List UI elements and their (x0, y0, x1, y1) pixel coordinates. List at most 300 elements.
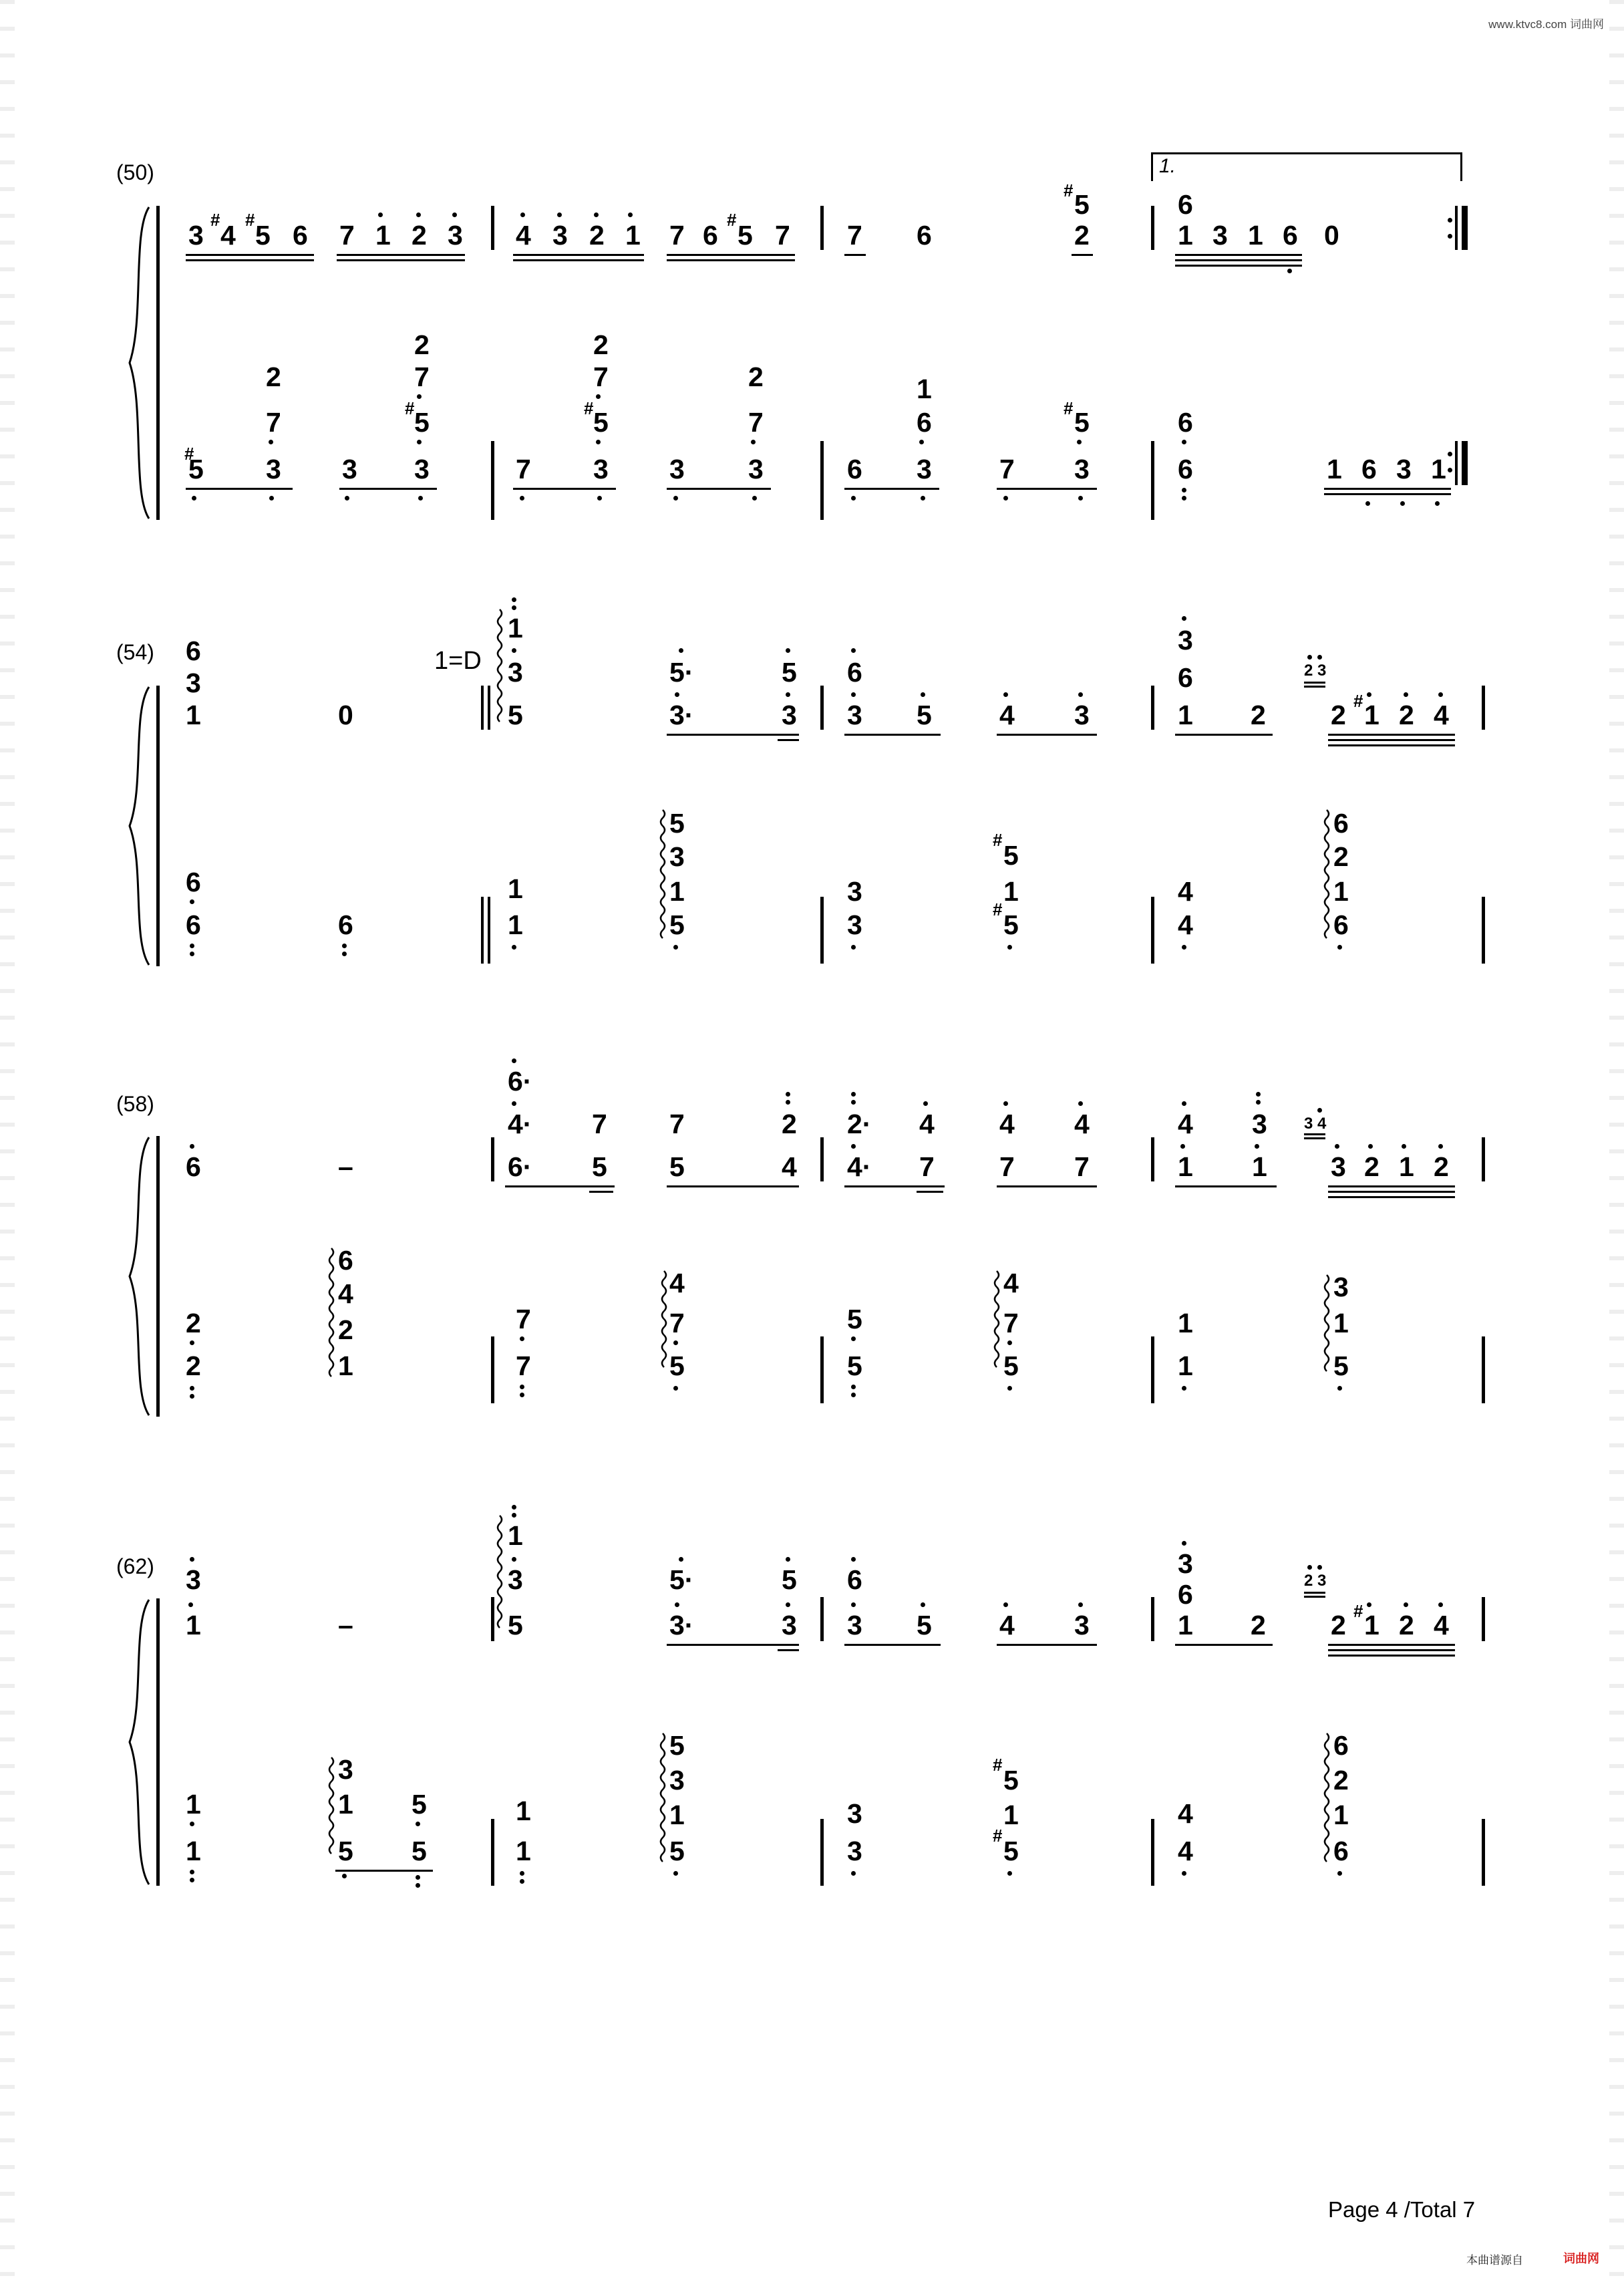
note-glyph: 2 (1331, 1610, 1346, 1640)
note-glyph: 1 (338, 1789, 353, 1820)
octave-dot (1182, 945, 1186, 950)
note-glyph: 7 (748, 407, 764, 438)
octave-dot (1255, 1144, 1259, 1149)
arpeggio-mark (659, 1270, 669, 1370)
octave-dot (921, 1602, 925, 1607)
bar-line (820, 1819, 824, 1886)
octave-dot (596, 440, 601, 444)
bar-line (156, 1136, 160, 1417)
note-glyph: 6 (1178, 662, 1193, 693)
bar-line (156, 1598, 160, 1886)
note-glyph: 5 (917, 700, 932, 730)
note-glyph: 3 (782, 1610, 797, 1640)
note-glyph: 2 (186, 1350, 201, 1381)
arpeggio-mark (326, 1247, 337, 1381)
octave-dot (190, 1557, 194, 1562)
octave-dot (417, 440, 422, 444)
octave-dot (345, 496, 349, 501)
octave-dot (190, 1340, 194, 1345)
note-glyph: 4 (1074, 1109, 1090, 1139)
note-glyph: 3 (669, 1765, 685, 1796)
octave-dot (1435, 501, 1440, 506)
octave-dot (416, 1883, 420, 1888)
note-glyph: 2 (338, 1314, 353, 1345)
note-glyph: 6 (1333, 909, 1349, 940)
note-glyph: 3 (186, 1564, 201, 1595)
note-glyph: 7 (919, 1151, 935, 1182)
octave-dot (269, 440, 273, 444)
duration-underline (1328, 1649, 1455, 1651)
duration-underline (844, 488, 939, 490)
note-glyph: 4 (1003, 1268, 1019, 1298)
note-glyph: – (338, 1610, 353, 1640)
octave-dot (1317, 655, 1322, 660)
octave-dot (190, 1386, 194, 1391)
note-glyph: 7 (669, 220, 685, 251)
duration-underline (1175, 1644, 1273, 1646)
bar-line (1151, 1137, 1154, 1181)
note-glyph: 5 (847, 1350, 862, 1381)
octave-dot (512, 945, 516, 950)
note-glyph: 4 (919, 1109, 935, 1139)
note-glyph: 5 (1074, 407, 1090, 438)
bar-line (1455, 441, 1458, 485)
note-glyph: # (1064, 398, 1074, 418)
note-glyph: 4 (782, 1151, 797, 1182)
duration-underline (513, 488, 616, 490)
note-glyph: 3 (847, 1798, 862, 1829)
note-glyph: 6 (847, 657, 862, 688)
note-glyph: 5 (669, 1350, 685, 1381)
note-glyph: 7 (592, 1109, 607, 1139)
duration-underline (844, 734, 941, 736)
note-glyph: 2 (1434, 1151, 1449, 1182)
measure-number: (50) (116, 160, 154, 184)
duration-underline (1175, 1185, 1277, 1187)
duration-underline (1175, 259, 1302, 261)
octave-dot (851, 692, 856, 697)
note-glyph: 5 (1003, 1836, 1019, 1866)
note-glyph: # (405, 398, 415, 418)
note-glyph: 3 (508, 657, 523, 688)
duration-underline (1175, 265, 1302, 267)
note-glyph: 6 (1283, 220, 1298, 251)
octave-dot (786, 1602, 790, 1607)
octave-dot (786, 1100, 790, 1105)
note-glyph: 3· (669, 1610, 694, 1640)
octave-dot (1182, 1541, 1186, 1546)
note-glyph: 7 (669, 1109, 685, 1139)
note-glyph: # (245, 210, 255, 230)
system-50 (107, 147, 1536, 521)
octave-dot (675, 1602, 679, 1607)
bar-line (820, 441, 824, 520)
octave-dot (520, 1879, 524, 1884)
bar-line (1482, 1819, 1485, 1886)
octave-dot (416, 212, 421, 217)
arpeggio-mark (494, 1514, 505, 1634)
duration-underline (1304, 682, 1325, 684)
note-glyph: 3 (1252, 1109, 1267, 1139)
duration-underline (1304, 1133, 1325, 1135)
note-glyph: 1 (625, 220, 641, 251)
page-indicator: Page 4 /Total 7 (1328, 2197, 1476, 2222)
system-62 (107, 1497, 1536, 1898)
note-glyph: 6 (917, 220, 932, 251)
octave-dot (1337, 1871, 1342, 1876)
note-glyph: 3 (847, 1610, 862, 1640)
note-glyph: 6 (186, 867, 201, 897)
octave-dot (752, 496, 757, 501)
duration-underline (186, 259, 314, 261)
octave-dot (673, 1386, 678, 1391)
duration-underline (1304, 1137, 1325, 1139)
note-glyph: 6· (508, 1066, 532, 1097)
bar-line (1455, 206, 1458, 250)
duration-underline (667, 1644, 799, 1646)
octave-dot (679, 1557, 683, 1562)
duration-underline (1324, 493, 1451, 495)
note-glyph: 7 (516, 1350, 531, 1381)
duration-underline (589, 1191, 613, 1193)
octave-dot (1337, 1386, 1342, 1391)
note-glyph: 1 (1333, 1800, 1349, 1830)
system-start-bar (156, 206, 160, 520)
octave-dot (1182, 1871, 1186, 1876)
bar-line (1151, 441, 1154, 520)
note-glyph: 3 (342, 454, 357, 484)
octave-dot (1448, 234, 1452, 239)
note-glyph: 6· (508, 1151, 532, 1182)
note-glyph: 3 (1396, 454, 1412, 484)
note-glyph: 5· (669, 1564, 694, 1595)
duration-underline (1304, 686, 1325, 688)
note-glyph: 5 (1003, 1765, 1019, 1796)
octave-dot (921, 692, 925, 697)
octave-dot (416, 1875, 420, 1880)
octave-dot (1307, 1565, 1312, 1570)
octave-dot (596, 394, 601, 399)
note-glyph: 5 (847, 1304, 862, 1334)
note-glyph: 6 (847, 454, 862, 484)
octave-dot (418, 496, 423, 501)
octave-dot (1287, 269, 1292, 273)
note-glyph: 1 (669, 1800, 685, 1830)
octave-dot (188, 1602, 193, 1607)
duration-underline (917, 1191, 943, 1193)
staff-brace (126, 686, 152, 966)
octave-dot (1007, 1871, 1012, 1876)
octave-dot (416, 1822, 420, 1826)
note-glyph: 3 (266, 454, 281, 484)
duration-underline (513, 259, 644, 261)
note-glyph: 2· (847, 1109, 872, 1139)
note-glyph: 5 (338, 1836, 353, 1866)
note-glyph: 4 (338, 1278, 353, 1309)
duration-underline (1304, 1596, 1325, 1598)
note-glyph: 1 (1178, 1308, 1193, 1338)
arpeggio-mark (494, 608, 505, 728)
note-glyph: 5 (1003, 1350, 1019, 1381)
octave-dot (786, 1092, 790, 1097)
note-glyph: 1 (669, 876, 685, 907)
octave-dot (512, 1505, 516, 1510)
duration-underline (778, 739, 799, 741)
note-glyph: 6 (1361, 454, 1377, 484)
bar-line (156, 686, 160, 966)
note-glyph: 3 (669, 841, 685, 872)
octave-dot (342, 952, 347, 956)
note-glyph: 4 (1178, 1109, 1193, 1139)
duration-underline (339, 488, 437, 490)
note-glyph: 4 (1178, 1836, 1193, 1866)
note-glyph: 2 (1333, 1765, 1349, 1796)
note-glyph: 1 (1003, 1800, 1019, 1830)
note-glyph: 3 (414, 454, 430, 484)
arpeggio-mark (326, 1756, 337, 1863)
note-glyph: 2 (593, 329, 609, 360)
bar-line (491, 1336, 494, 1403)
note-glyph: 6 (186, 1151, 201, 1182)
system-54 (107, 595, 1536, 969)
note-glyph: 7 (999, 454, 1015, 484)
octave-dot (1182, 496, 1186, 501)
first-ending-label: 1. (1159, 155, 1176, 177)
note-glyph: # (993, 1755, 1003, 1775)
note-glyph: 5 (1074, 189, 1090, 220)
note-glyph: 2 (412, 220, 427, 251)
octave-dot (1404, 1602, 1408, 1607)
note-glyph: 1 (516, 1836, 531, 1866)
measure-number: (62) (116, 1554, 154, 1578)
note-glyph: 2 (1399, 700, 1414, 730)
staff-brace (126, 206, 152, 520)
octave-dot (512, 605, 516, 610)
note-glyph: 1 (508, 1520, 523, 1551)
note-glyph: 1 (186, 1610, 201, 1640)
note-glyph: 3 (782, 700, 797, 730)
note-glyph: 1 (1178, 1151, 1193, 1182)
octave-dot (851, 1871, 856, 1876)
note-glyph: 3 (917, 454, 932, 484)
octave-dot (1182, 488, 1186, 492)
duration-underline (1328, 1191, 1455, 1193)
note-glyph: 6 (703, 220, 718, 251)
note-glyph: 3 (847, 876, 862, 907)
bar-line (1462, 441, 1468, 485)
duration-underline (1328, 1655, 1455, 1657)
duration-underline (337, 254, 465, 256)
note-glyph: 3 (593, 454, 609, 484)
note-glyph: 6 (338, 1245, 353, 1276)
octave-dot (1307, 655, 1312, 660)
bar-line (820, 1336, 824, 1403)
repeat-end-bar (1462, 206, 1468, 250)
note-glyph: 7 (516, 1304, 531, 1334)
octave-dot (520, 1393, 524, 1397)
note-glyph: 2 (1333, 841, 1349, 872)
octave-dot (851, 1100, 856, 1105)
octave-dot (597, 496, 602, 501)
staff-brace (126, 1598, 152, 1886)
octave-dot (1077, 440, 1082, 444)
note-glyph: 1 (508, 613, 523, 644)
octave-dot (1404, 692, 1408, 697)
octave-dot (192, 496, 196, 501)
note-glyph: 5 (1003, 909, 1019, 940)
bar-line (481, 686, 484, 730)
note-glyph: 1 (1431, 454, 1446, 484)
octave-dot (520, 496, 524, 501)
note-glyph: 7 (847, 220, 862, 251)
note-glyph: 6 (186, 635, 201, 666)
octave-dot (921, 496, 925, 501)
bar-line (1151, 1819, 1154, 1886)
note-glyph: 2 (1364, 1151, 1379, 1182)
note-glyph: 5 (1333, 1350, 1349, 1381)
note-glyph: 3 (338, 1754, 353, 1785)
bar-line (1482, 686, 1485, 730)
note-glyph: 6 (1178, 189, 1193, 220)
note-glyph: 4 (1178, 1798, 1193, 1829)
note-glyph: 6 (1178, 454, 1193, 484)
octave-dot (1007, 1340, 1012, 1345)
octave-dot (512, 1557, 516, 1562)
note-glyph: 7 (414, 362, 430, 392)
octave-dot (190, 1144, 194, 1149)
note-glyph: 0 (1324, 220, 1339, 251)
note-glyph: 3 (1074, 700, 1090, 730)
bar-line (481, 897, 484, 964)
note-glyph: 4 (1434, 1610, 1449, 1640)
note-glyph: 6 (917, 407, 932, 438)
octave-dot (1003, 496, 1008, 501)
arpeggio-mark (991, 1270, 1002, 1370)
note-glyph: 2 (1399, 1610, 1414, 1640)
octave-dot (1003, 1602, 1008, 1607)
note-glyph: 5 (593, 407, 609, 438)
note-glyph: 2 (266, 362, 281, 392)
duration-underline (1328, 739, 1455, 741)
duration-underline (1328, 734, 1455, 736)
octave-dot (673, 496, 678, 501)
note-glyph: 3 (1178, 625, 1193, 656)
duration-underline (335, 1870, 433, 1872)
note-glyph: 2 (1331, 700, 1346, 730)
note-glyph: 1 (508, 873, 523, 904)
octave-dot (512, 1513, 516, 1518)
note-glyph: 5· (669, 657, 694, 688)
octave-dot (1337, 945, 1342, 950)
arpeggio-mark (1321, 809, 1332, 942)
note-glyph: 1 (1333, 876, 1349, 907)
duration-underline (1072, 254, 1093, 256)
note-glyph: 4 (669, 1268, 685, 1298)
measure-number: (54) (116, 640, 154, 664)
note-glyph: 7 (266, 407, 281, 438)
duration-underline (997, 1644, 1097, 1646)
note-glyph: 1 (1364, 700, 1379, 730)
duration-underline (1304, 1592, 1325, 1594)
note-glyph: 7 (339, 220, 355, 251)
octave-dot (594, 212, 599, 217)
octave-dot (1078, 496, 1083, 501)
octave-dot (1078, 1101, 1083, 1106)
octave-dot (190, 952, 194, 956)
octave-dot (1003, 692, 1008, 697)
octave-dot (786, 692, 790, 697)
arpeggio-mark (1321, 1732, 1332, 1866)
note-glyph: 3 (1178, 1548, 1193, 1579)
key-signature-label: 1=D (434, 647, 482, 675)
note-glyph: 4· (847, 1151, 872, 1182)
note-glyph: 6 (1333, 1730, 1349, 1761)
first-ending-bracket (1151, 152, 1462, 181)
note-glyph: # (210, 210, 220, 230)
octave-dot (190, 1394, 194, 1399)
note-glyph: 5 (782, 1564, 797, 1595)
octave-dot (1448, 452, 1452, 456)
octave-dot (1438, 1602, 1443, 1607)
octave-dot (1182, 616, 1186, 621)
octave-dot (1078, 692, 1083, 697)
octave-dot (557, 212, 562, 217)
octave-dot (1180, 1144, 1185, 1149)
site-logo[interactable]: 词曲网 (1563, 2252, 1599, 2265)
note-glyph: 3 (1331, 1151, 1346, 1182)
duration-underline (186, 488, 293, 490)
note-glyph: 1 (1252, 1151, 1267, 1182)
octave-dot (1438, 692, 1443, 697)
duration-underline (1328, 1196, 1455, 1198)
octave-dot (520, 212, 525, 217)
note-glyph: # (584, 398, 594, 418)
note-glyph: 2 (1074, 220, 1090, 251)
octave-dot (1317, 1565, 1322, 1570)
bar-line (820, 1597, 824, 1641)
note-glyph: 1 (508, 909, 523, 940)
note-glyph: 4 (516, 220, 531, 251)
note-glyph: 4 (999, 1610, 1015, 1640)
note-glyph: 7 (775, 220, 790, 251)
note-glyph: 3 (186, 668, 201, 698)
note-glyph: 5 (738, 220, 753, 251)
octave-dot (851, 1385, 856, 1389)
octave-dot (512, 1058, 516, 1063)
octave-dot (1367, 692, 1371, 697)
note-glyph: 6 (1333, 808, 1349, 839)
note-glyph: 1 (1327, 454, 1342, 484)
octave-dot (679, 648, 683, 653)
note-glyph: 5 (414, 407, 430, 438)
octave-dot (452, 212, 457, 217)
note-glyph: 3 (1074, 454, 1090, 484)
duration-underline (1175, 254, 1302, 256)
note-glyph: 3 (1212, 220, 1228, 251)
bar-line (1482, 1137, 1485, 1181)
note-glyph: 1 (1178, 220, 1193, 251)
note-glyph: 2 (1251, 1610, 1266, 1640)
octave-dot (1182, 1101, 1186, 1106)
source-caption: 本曲谱源自 (1466, 2254, 1523, 2267)
octave-dot (673, 945, 678, 950)
duration-underline (1324, 488, 1451, 490)
note-glyph: 5 (669, 1836, 685, 1866)
bar-line (488, 897, 490, 964)
note-glyph: 5 (669, 1730, 685, 1761)
duration-underline (844, 1644, 941, 1646)
octave-dot (1368, 1144, 1373, 1149)
